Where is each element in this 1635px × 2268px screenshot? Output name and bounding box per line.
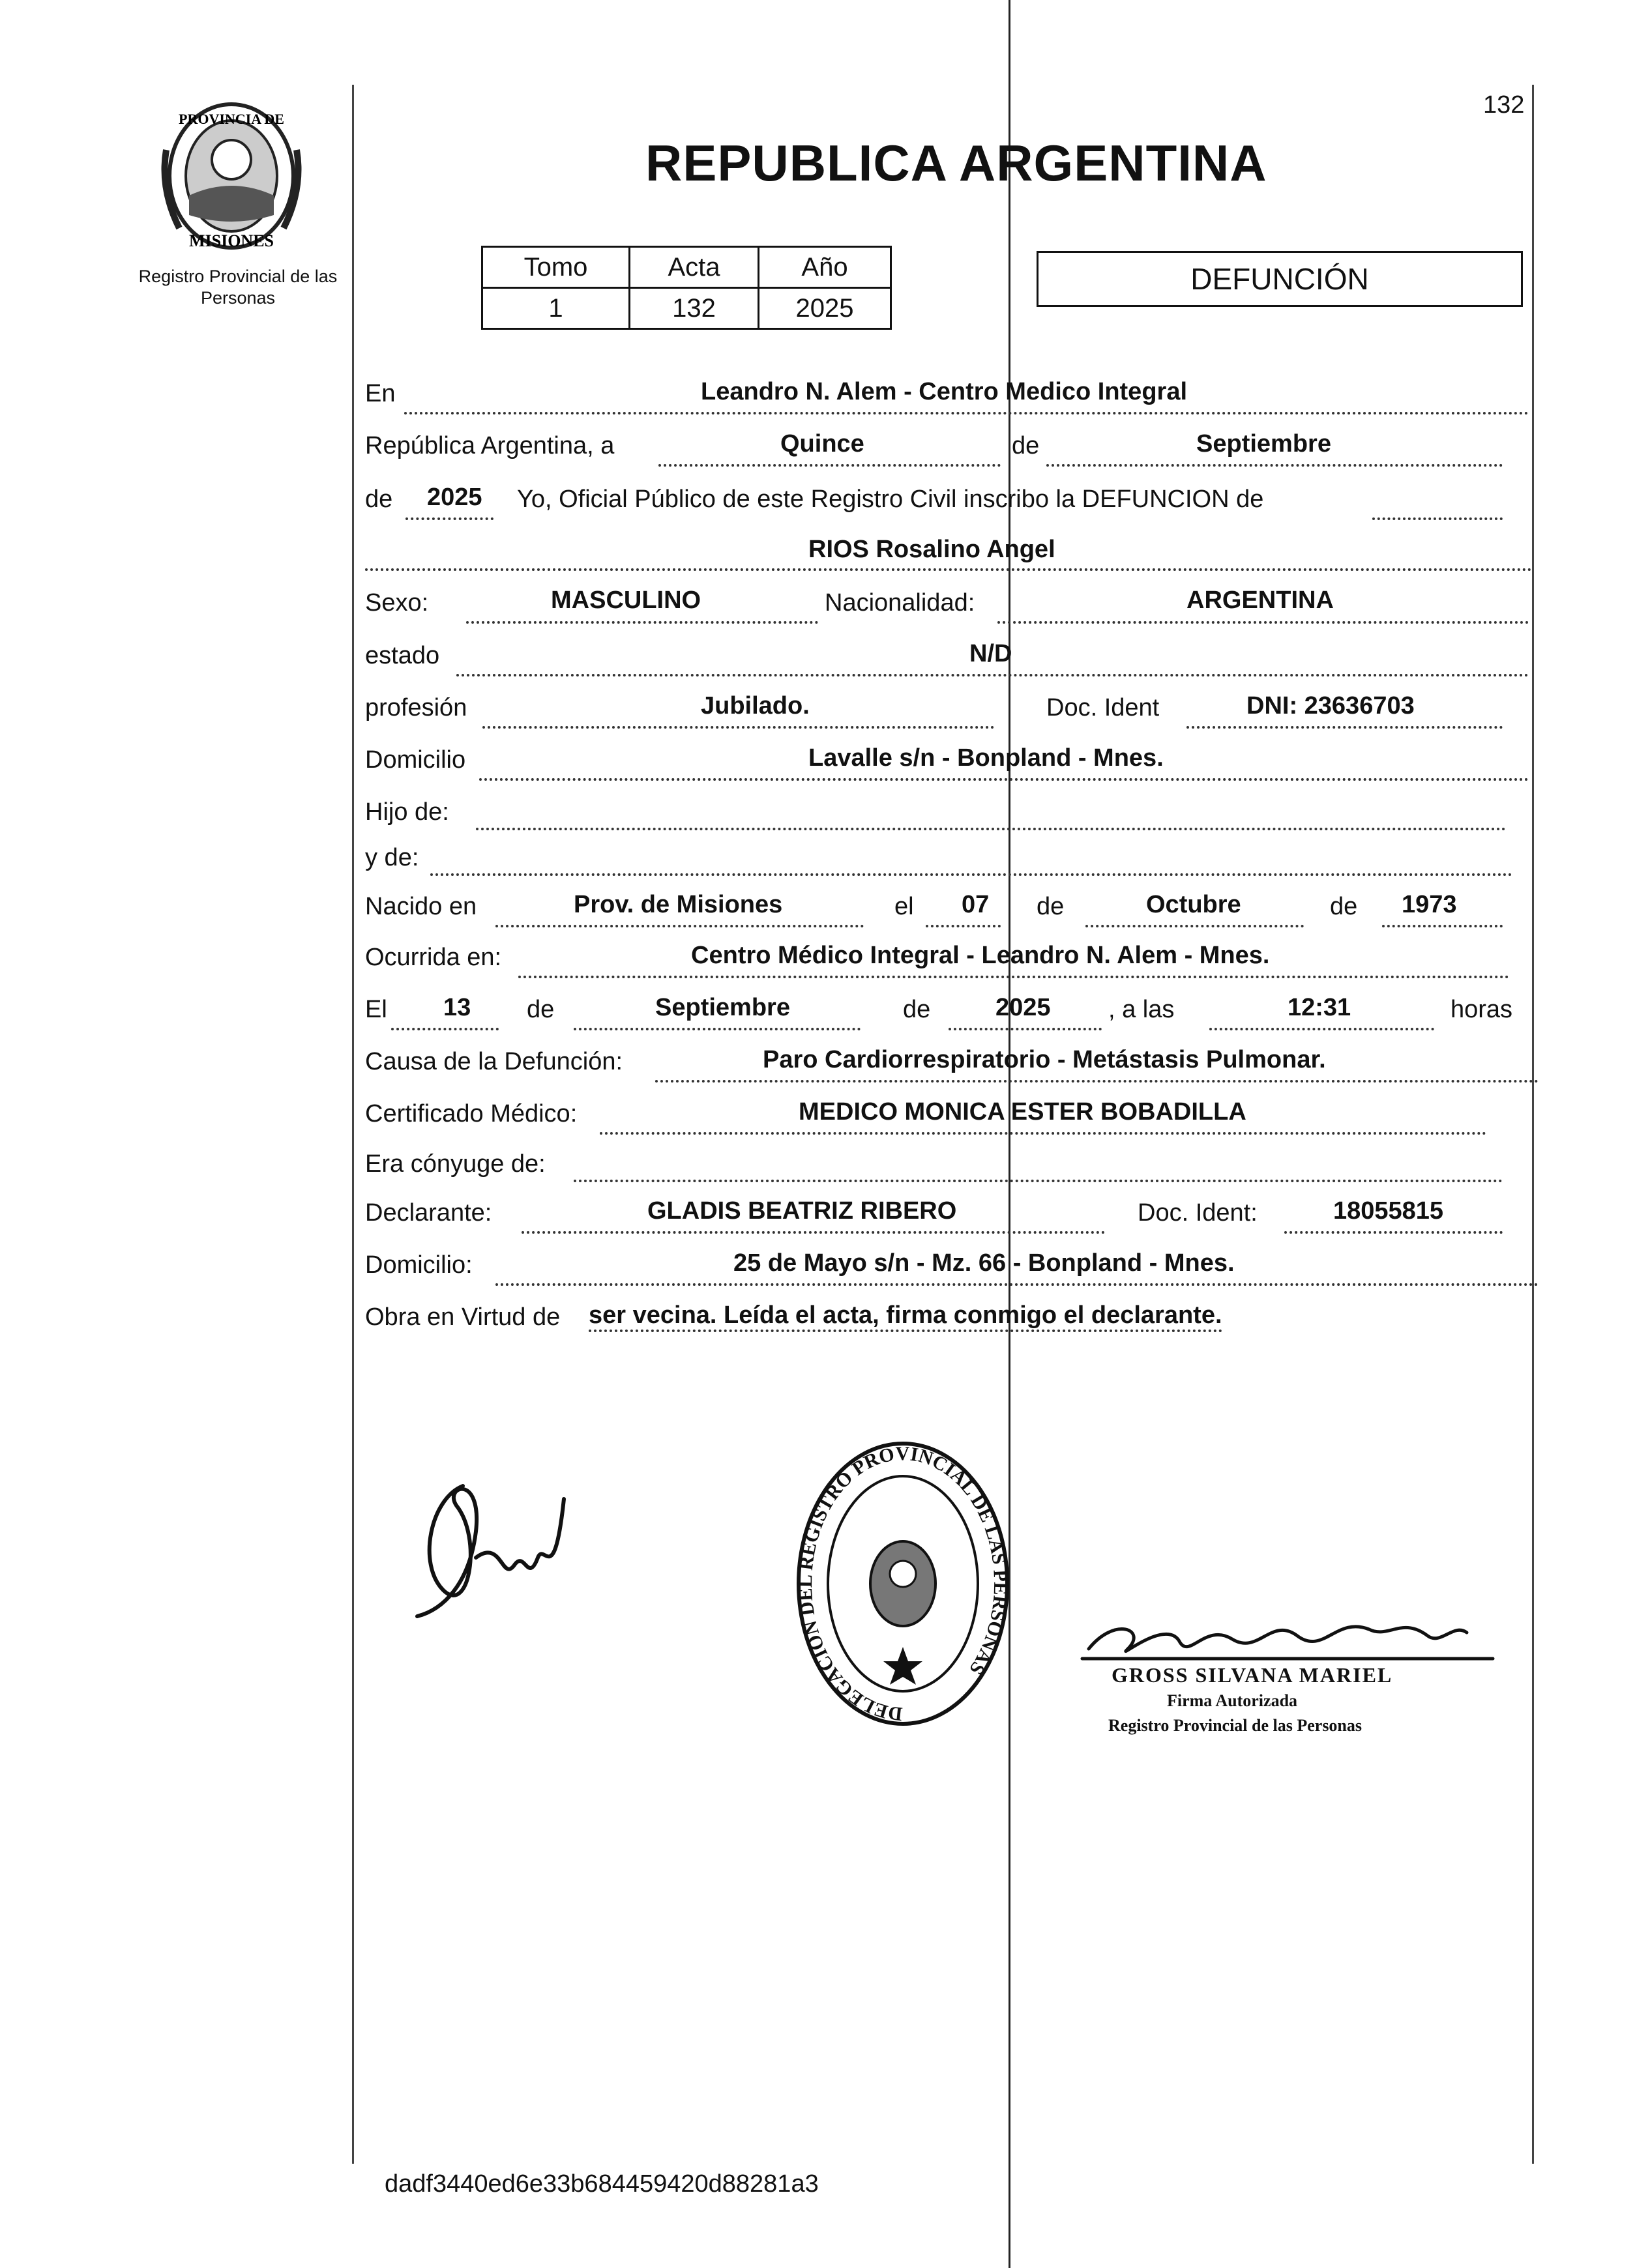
domicilio-value: Lavalle s/n - Bonpland - Mnes. — [808, 744, 1164, 772]
declarant-signature — [404, 1460, 574, 1636]
dotted-line — [430, 873, 1512, 876]
dotted-line — [391, 1028, 499, 1030]
birth-de2-label: de — [1330, 893, 1358, 920]
birth-month-value: Octubre — [1146, 891, 1241, 918]
ocurrida-label: Ocurrida en: — [365, 944, 502, 971]
decl-doc-label: Doc. Ident: — [1138, 1199, 1258, 1227]
ocurrida-en-value: Centro Médico Integral - Leandro N. Alem - Mnes. — [691, 942, 1270, 969]
agency-name: Registro Provincial de las Personas — [138, 267, 338, 308]
dotted-line — [600, 1132, 1486, 1135]
domicilio-label: Domicilio — [365, 746, 466, 774]
death-de2-label: de — [903, 996, 931, 1023]
dotted-line — [404, 412, 1529, 414]
dotted-line — [466, 621, 818, 624]
certificado-value: MEDICO MONICA ESTER BOBADILLA — [799, 1098, 1246, 1126]
dotted-line — [1209, 1028, 1434, 1030]
a-las-label: , a las — [1108, 996, 1175, 1023]
decl-domicilio-value: 25 de Mayo s/n - Mz. 66 - Bonpland - Mnes. — [733, 1249, 1235, 1277]
profesion-label: profesión — [365, 694, 467, 721]
estado-value: N/D — [969, 640, 1012, 667]
death-el-label: El — [365, 996, 387, 1023]
right-margin-line — [1532, 85, 1534, 2164]
conyuge-label: Era cónyuge de: — [365, 1150, 546, 1178]
dotted-line — [1284, 1231, 1503, 1234]
dotted-line — [482, 726, 994, 729]
record-type-label: DEFUNCIÓN — [1190, 262, 1369, 296]
dotted-line — [405, 517, 493, 520]
republica-label: República Argentina, a — [365, 432, 615, 459]
causa-label: Causa de la Defunción: — [365, 1048, 623, 1075]
dotted-line — [495, 925, 864, 927]
dotted-line — [522, 1231, 1105, 1234]
dotted-line — [365, 568, 1532, 571]
anio-header: Año — [759, 247, 891, 288]
nacido-label: Nacido en — [365, 893, 477, 920]
left-margin-line — [352, 85, 354, 2164]
dotted-line — [1382, 925, 1503, 927]
dotted-line — [479, 778, 1529, 781]
estado-label: estado — [365, 642, 440, 669]
place-value: Leandro N. Alem - Centro Medico Integral — [701, 378, 1188, 405]
decl-doc-value: 18055815 — [1333, 1197, 1444, 1225]
dotted-line — [655, 1080, 1539, 1083]
svg-text:MISIONES: MISIONES — [188, 231, 274, 250]
declarante-label: Declarante: — [365, 1199, 492, 1227]
el-label: el — [894, 893, 914, 920]
birth-de1-label: de — [1037, 893, 1065, 920]
profesion-value: Jubilado. — [701, 692, 810, 720]
doc-ident-label: Doc. Ident — [1046, 694, 1160, 721]
stamp-ring-text: DELEGACION DEL REGISTRO PROVINCIAL DE LAS PERSONAS — [794, 1442, 1012, 1725]
doc-ident-value: DNI: 23636703 — [1246, 692, 1415, 720]
dotted-line — [518, 976, 1509, 978]
nacionalidad-label: Nacionalidad: — [825, 589, 975, 617]
page-title: REPUBLICA ARGENTINA — [645, 134, 1267, 192]
hijo-label: Hijo de: — [365, 798, 449, 826]
registry-table — [481, 246, 892, 330]
birth-day-value: 07 — [962, 891, 990, 918]
death-time-value: 12:31 — [1288, 994, 1351, 1021]
year-value: 2025 — [427, 484, 482, 511]
dotted-line — [926, 925, 1001, 927]
record-type-box — [1037, 251, 1523, 307]
birth-year-value: 1973 — [1402, 891, 1457, 918]
year-label: de — [365, 486, 393, 513]
causa-value: Paro Cardiorrespiratorio - Metástasis Pulmonar. — [763, 1046, 1326, 1073]
official-title: Firma Autorizada — [1167, 1691, 1298, 1710]
document-hash: dadf3440ed6e33b684459420d88281a3 — [385, 2170, 819, 2198]
dotted-line — [1085, 925, 1304, 927]
deceased-name-value: RIOS Rosalino Angel — [808, 536, 1055, 563]
obra-label: Obra en Virtud de — [365, 1303, 561, 1331]
certificado-label: Certificado Médico: — [365, 1100, 578, 1127]
y-de-label: y de: — [365, 844, 419, 871]
dotted-line — [574, 1028, 861, 1030]
svg-text:PROVINCIA DE: PROVINCIA DE — [179, 111, 284, 127]
de-label: de — [1012, 432, 1040, 459]
dotted-line — [1046, 464, 1503, 467]
en-label: En — [365, 380, 396, 407]
death-day-value: 13 — [443, 994, 471, 1021]
page-number: 132 — [1483, 91, 1525, 119]
dotted-line — [949, 1028, 1102, 1030]
dotted-line — [456, 674, 1529, 676]
horas-label: horas — [1451, 996, 1513, 1023]
official-name: GROSS SILVANA MARIEL — [1112, 1663, 1393, 1687]
dotted-line — [495, 1283, 1539, 1286]
anio-value: 2025 — [759, 288, 891, 329]
declarante-value: GLADIS BEATRIZ RIBERO — [647, 1197, 957, 1225]
inscribo-text: Yo, Oficial Público de este Registro Civil inscribo la DEFUNCION de — [517, 486, 1264, 513]
dotted-line — [658, 464, 1001, 467]
acta-value: 132 — [630, 288, 759, 329]
day-words-value: Quince — [780, 430, 864, 458]
sexo-label: Sexo: — [365, 589, 429, 617]
dotted-line — [1372, 517, 1503, 520]
tomo-header: Tomo — [482, 247, 630, 288]
provincial-seal-logo — [153, 98, 310, 254]
dotted-line — [574, 1180, 1503, 1182]
death-de1-label: de — [527, 996, 555, 1023]
death-year-value: 2025 — [995, 994, 1051, 1021]
death-month-value: Septiembre — [655, 994, 790, 1021]
decl-domicilio-label: Domicilio: — [365, 1251, 473, 1279]
dotted-line — [997, 621, 1529, 624]
acta-header: Acta — [630, 247, 759, 288]
obra-value: ser vecina. Leída el acta, firma conmigo el declarante. — [589, 1301, 1222, 1332]
month-value: Septiembre — [1196, 430, 1331, 458]
sexo-value: MASCULINO — [551, 587, 701, 614]
dotted-line — [1186, 726, 1503, 729]
dotted-line — [476, 828, 1506, 830]
tomo-value: 1 — [482, 288, 630, 329]
nacionalidad-value: ARGENTINA — [1186, 587, 1334, 614]
nacido-en-value: Prov. de Misiones — [574, 891, 783, 918]
delegation-stamp — [792, 1434, 1014, 1734]
official-office: Registro Provincial de las Personas — [1108, 1716, 1362, 1735]
